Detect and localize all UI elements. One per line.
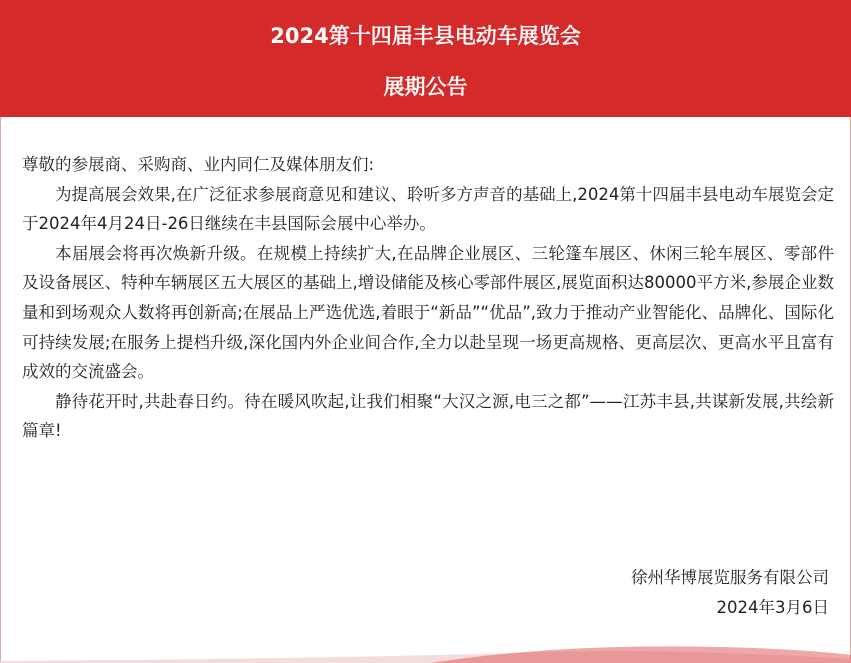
announcement-body: [22, 150, 834, 446]
paragraph-1: 为提高展会效果,在广泛征求参展商意见和建议、聆听多方声音的基础上,2024第十四届丰县电动车展览会定于2024年4月24日-26日继续在丰县国际会展中心举办。: [22, 184, 834, 234]
salutation: 尊敬的参展商、采购商、业内同仁及媒体朋友们:: [22, 155, 375, 174]
page-title: 2024第十四届丰县电动车展览会: [270, 24, 581, 48]
signoff: [631, 563, 829, 623]
announcement-date: 2024年3月6日: [716, 598, 829, 617]
header-banner: [0, 0, 851, 117]
decorative-bottom-wave: [0, 633, 851, 663]
page-subtitle: 展期公告: [383, 75, 468, 99]
paragraph-2: 本届展会将再次焕新升级。在规模上持续扩大,在品牌企业展区、三轮篷车展区、休闲三轮车展区、零部件及设备展区、特种车辆展区五大展区的基础上,增设储能及核心零部件展区,展览面积达80000平方米,参展企业数量和到场观众人数将再创新高;在展品上严选优选,着眼于“新品”“优品”,致力于推动产业智能化、品牌化、国际化可持续发展;在服务上提档升级,深化国内外企业间合作,全力以赴呈现一场更高规格、更高层次、更高水平且富有成效的交流盛会。: [22, 243, 834, 382]
paragraph-3: 静待花开时,共赴春日约。待在暖风吹起,让我们相聚“大汉之源,电三之都”——江苏丰县,共谋新发展,共绘新篇章!: [22, 391, 834, 441]
organization-name: 徐州华博展览服务有限公司: [631, 568, 829, 587]
